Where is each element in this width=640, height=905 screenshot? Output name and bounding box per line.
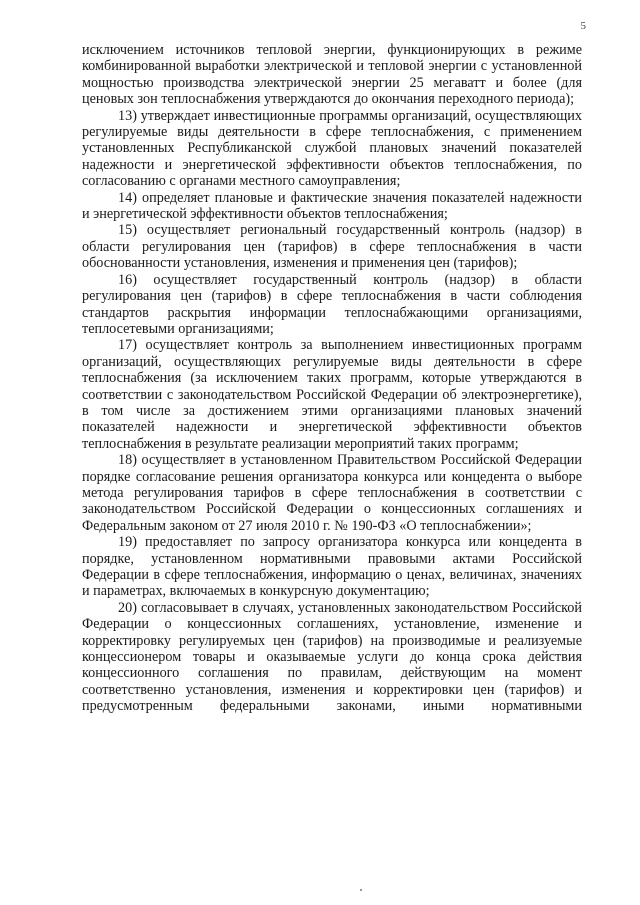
- paragraph-item-20: 20) согласовывает в случаях, установленных законодательством Российской Федерации о концессионных соглашениях, установление, изменение и корректировку регулируемых цен (тарифов) на производимые и реализуемые концессионером товары и оказываемые услуги до конца срока действия концессионного соглашения по правилам, действующим на момент соответственно установления, изменения и корректировки цен (тарифов) и предусмотренным федеральными законами, иными нормативными: [82, 599, 582, 715]
- paragraph-item-15: 15) осуществляет региональный государственный контроль (надзор) в области регулирования цен (тарифов) в сфере теплоснабжения в части обоснованности установления, изменения и применения цен (тарифов);: [82, 222, 582, 272]
- paragraph-item-18: 18) осуществляет в установленном Правительством Российской Федерации порядке согласование решения организатора конкурса или концедента о выборе метода регулирования тарифов в сфере теплоснабжения в соответствии с законодательством Российской Федерации о концессионных соглашениях и Федеральным законом от 27 июля 2010 г. № 190-ФЗ «О теплоснабжении»;: [82, 452, 582, 534]
- paragraph-item-14: 14) определяет плановые и фактические значения показателей надежности и энергетической эффективности объектов теплоснабжения;: [82, 189, 582, 223]
- paragraph-item-16: 16) осуществляет государственный контроль (надзор) в области регулирования цен (тарифов) в сфере теплоснабжения в части соблюдения стандартов раскрытия информации теплоснабжающими организациями, теплосетевыми организациями;: [82, 271, 582, 337]
- page-number: 5: [580, 20, 586, 32]
- paragraph-continuation: исключением источников тепловой энергии, функционирующих в режиме комбинированной выработки электрической и тепловой энергии с установленной мощностью производства электрической энергии 25 мегаватт и более (для ценовых зон теплоснабжения утверждаются до окончания переходного периода);: [82, 42, 582, 108]
- document-body: [82, 42, 582, 715]
- scan-speck: [360, 889, 362, 891]
- paragraph-item-13: 13) утверждает инвестиционные программы организаций, осуществляющих регулируемые виды деятельности в сфере теплоснабжения, с применением установленных Республиканской службой плановых значений показателей надежности и энергетической эффективности объектов теплоснабжения, по согласованию с органами местного самоуправления;: [82, 107, 582, 190]
- paragraph-item-19: 19) предоставляет по запросу организатора конкурса или концедента в порядке, установленном нормативными правовыми актами Российской Федерации в сфере теплоснабжения, информацию о ценах, величинах, значениях и параметрах, включаемых в конкурсную документацию;: [82, 534, 582, 600]
- paragraph-item-17: 17) осуществляет контроль за выполнением инвестиционных программ организаций, осуществляющих регулируемые виды деятельности в сфере теплоснабжения (за исключением таких программ, которые утверждаются в соответствии с законодательством Российской Федерации об электроэнергетике), в том числе за достижением этими организациями плановых значений показателей надежности и энергетической эффективности объектов теплоснабжения в результате реализации мероприятий таких программ;: [82, 337, 582, 452]
